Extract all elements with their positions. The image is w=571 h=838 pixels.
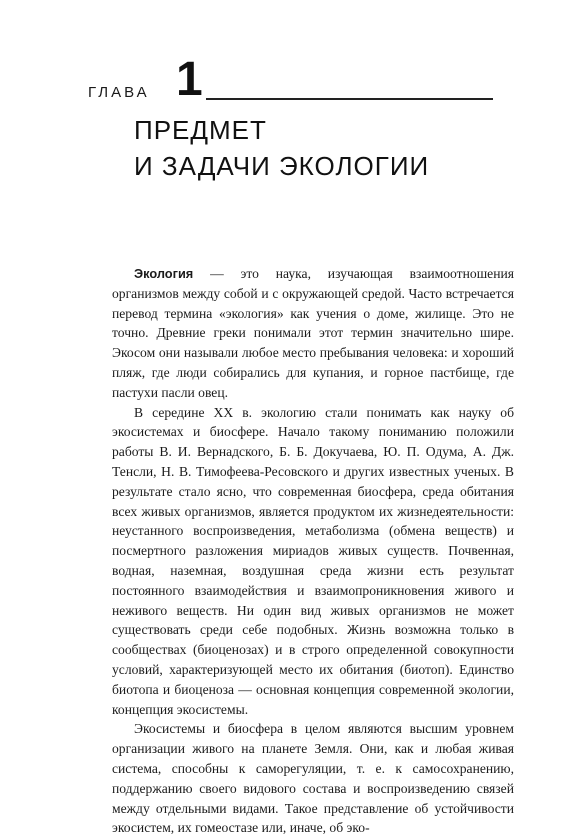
- chapter-title-line-1: ПРЕДМЕТ: [134, 115, 267, 145]
- body-text: [112, 264, 514, 838]
- chapter-header: [88, 53, 493, 106]
- chapter-number: 1: [176, 53, 203, 106]
- chapter-rule: [206, 98, 493, 100]
- term-ecology: Экология: [134, 266, 194, 281]
- paragraph-3: Экосистемы и биосфера в целом являются высшим уровнем организации живого на планете Земля. Они, как и любая живая система, способны к саморегуляции, т. е. к самосохранению, поддержанию своего видового состава и воспроизведению связей между отдельными видами. Такое представление об устойчивости экосистем, их гомеостазе или, иначе, об эко-: [112, 721, 514, 836]
- chapter-label: ГЛАВА: [88, 84, 150, 101]
- paragraph-1-text: — это наука, изучающая взаимоотношения организмов между собой и с окружающей средой. Часто встречается перевод термина «экология» как учения о доме, жилище. Это не точно. Древние греки понимали этот термин значительно шире. Экосом они называли любое место пребывания человека: и хороший пляж, где люди собирались для купания, и горное пастбище, где пастухи пасли овец.: [112, 266, 514, 400]
- chapter-title: [134, 112, 494, 184]
- paragraph-2: В середине XX в. экологию стали понимать как науку об экосистемах и биосфере. Начало такому пониманию положили работы В. И. Вернадского, Б. Б. Докучаева, Ю. П. Одума, А. Дж. Тенсли, Н. В. Тимофеева-Ресовского и других известных ученых. В результате стало ясно, что современная биосфера, среда обитания всех живых организмов, является продуктом их жизнедеятельности: неустанного воспроизведения, метаболизма (обмена веществ) и посмертного разложения мириадов живых существ. Почвенная, водная, наземная, воздушная среда жизни есть результат постоянного взаимодействия и взаимопроникновения живого и неживого веществ. Ни один вид живых организмов не может существовать среди себе подобных. Жизнь возможна только в сообществах (биоценозах) и в строго определенной совокупности условий, характеризующей место их обитания (биотоп). Единство биотопа и биоценоза — основная концепция современной экологии, концепция экосистемы.: [112, 404, 514, 717]
- paragraph-1: [112, 264, 514, 403]
- chapter-title-line-2: И ЗАДАЧИ ЭКОЛОГИИ: [134, 151, 430, 181]
